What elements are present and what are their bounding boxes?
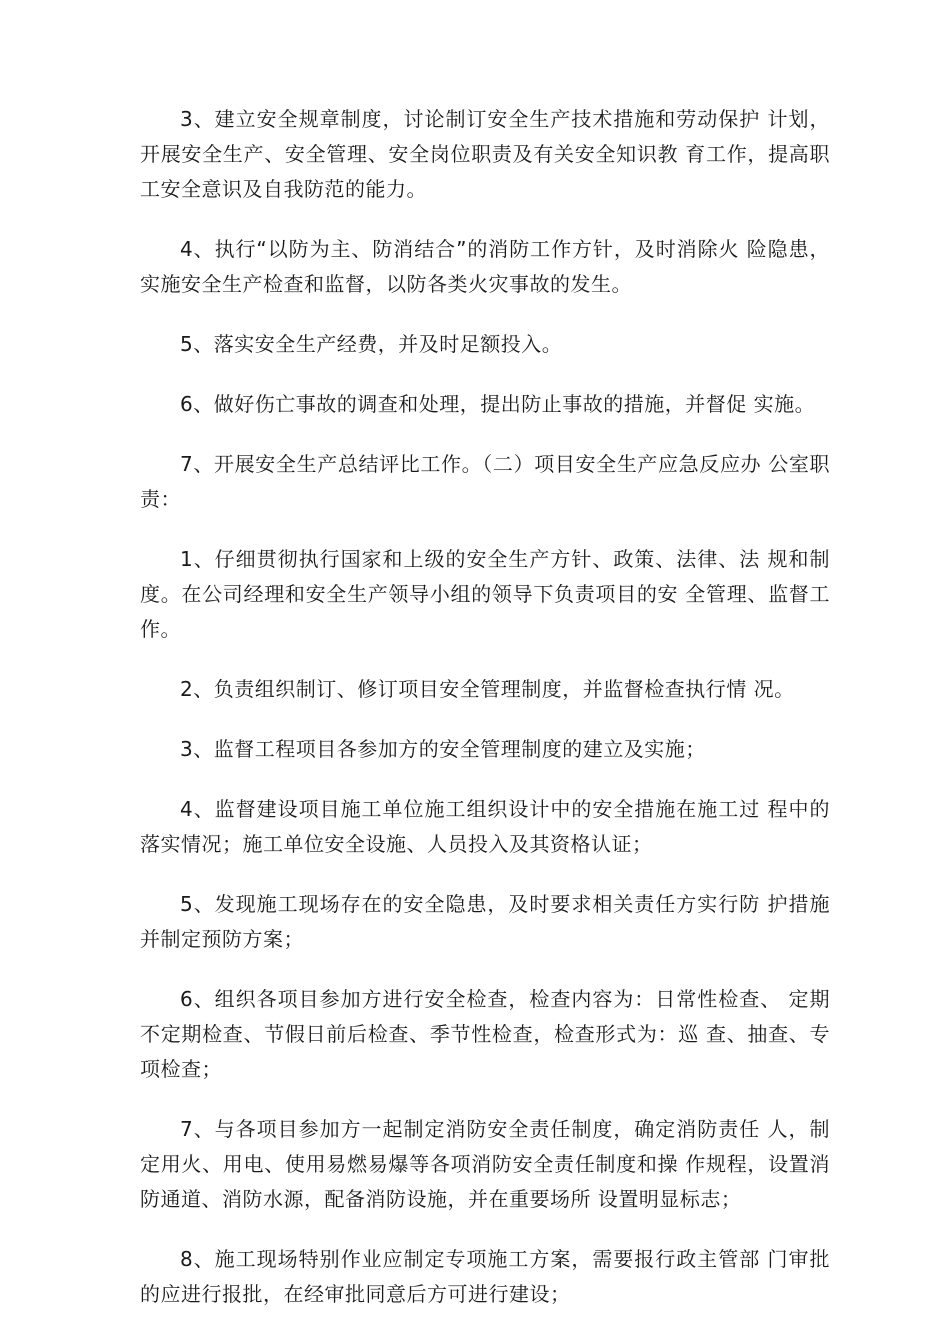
paragraph-1: 3、建立安全规章制度，讨论制订安全生产技术措施和劳动保护 计划，开展安全生产、安全管理、安全岗位职责及有关安全知识教 育工作，提高职工安全意识及自我防范的能力。	[140, 107, 830, 201]
paragraph-6: 1、仔细贯彻执行国家和上级的安全生产方针、政策、法律、法 规和制度。在公司经理和安全生产领导小组的领导下负责项目的安 全管理、监督工作。	[140, 547, 830, 641]
paragraph-4: 6、做好伤亡事故的调查和处理，提出防止事故的措施，并督促 实施。	[180, 392, 816, 416]
paragraph-12: 7、与各项目参加方一起制定消防安全责任制度，确定消防责任 人，制定用火、用电、使用易燃易爆等各项消防安全责任制度和操 作规程，设置消防通道、消防水源，配备消防设施，并在重要场所 设置明显标志；	[140, 1117, 830, 1211]
paragraph-10: 5、发现施工现场存在的安全隐患，及时要求相关责任方实行防 护措施并制定预防方案；	[140, 892, 830, 951]
paragraph-8: 3、监督工程项目各参加方的安全管理制度的建立及实施；	[180, 737, 706, 761]
paragraph-5: 7、开展安全生产总结评比工作。（二）项目安全生产应急反应办 公室职责：	[140, 452, 830, 511]
paragraph-11: 6、组织各项目参加方进行安全检查，检查内容为：日常性检查、 定期不定期检查、节假日前后检查、季节性检查，检查形式为：巡 查、抽查、专项检查；	[140, 987, 830, 1081]
document-body	[140, 102, 830, 1337]
paragraph-3: 5、落实安全生产经费，并及时足额投入。	[180, 332, 563, 356]
paragraph-9: 4、监督建设项目施工单位施工组织设计中的安全措施在施工过 程中的落实情况；施工单位安全设施、人员投入及其资格认证；	[140, 797, 830, 856]
paragraph-2: 4、执行“以防为主、防消结合”的消防工作方针，及时消除火 险隐患，实施安全生产检查和监督，以防各类火灾事故的发生。	[140, 237, 830, 296]
paragraph-7: 2、负责组织制订、修订项目安全管理制度，并监督检查执行情 况。	[180, 677, 795, 701]
paragraph-13: 8、施工现场特别作业应制定专项施工方案，需要报行政主管部 门审批的应进行报批，在经审批同意后方可进行建设；	[140, 1247, 830, 1306]
